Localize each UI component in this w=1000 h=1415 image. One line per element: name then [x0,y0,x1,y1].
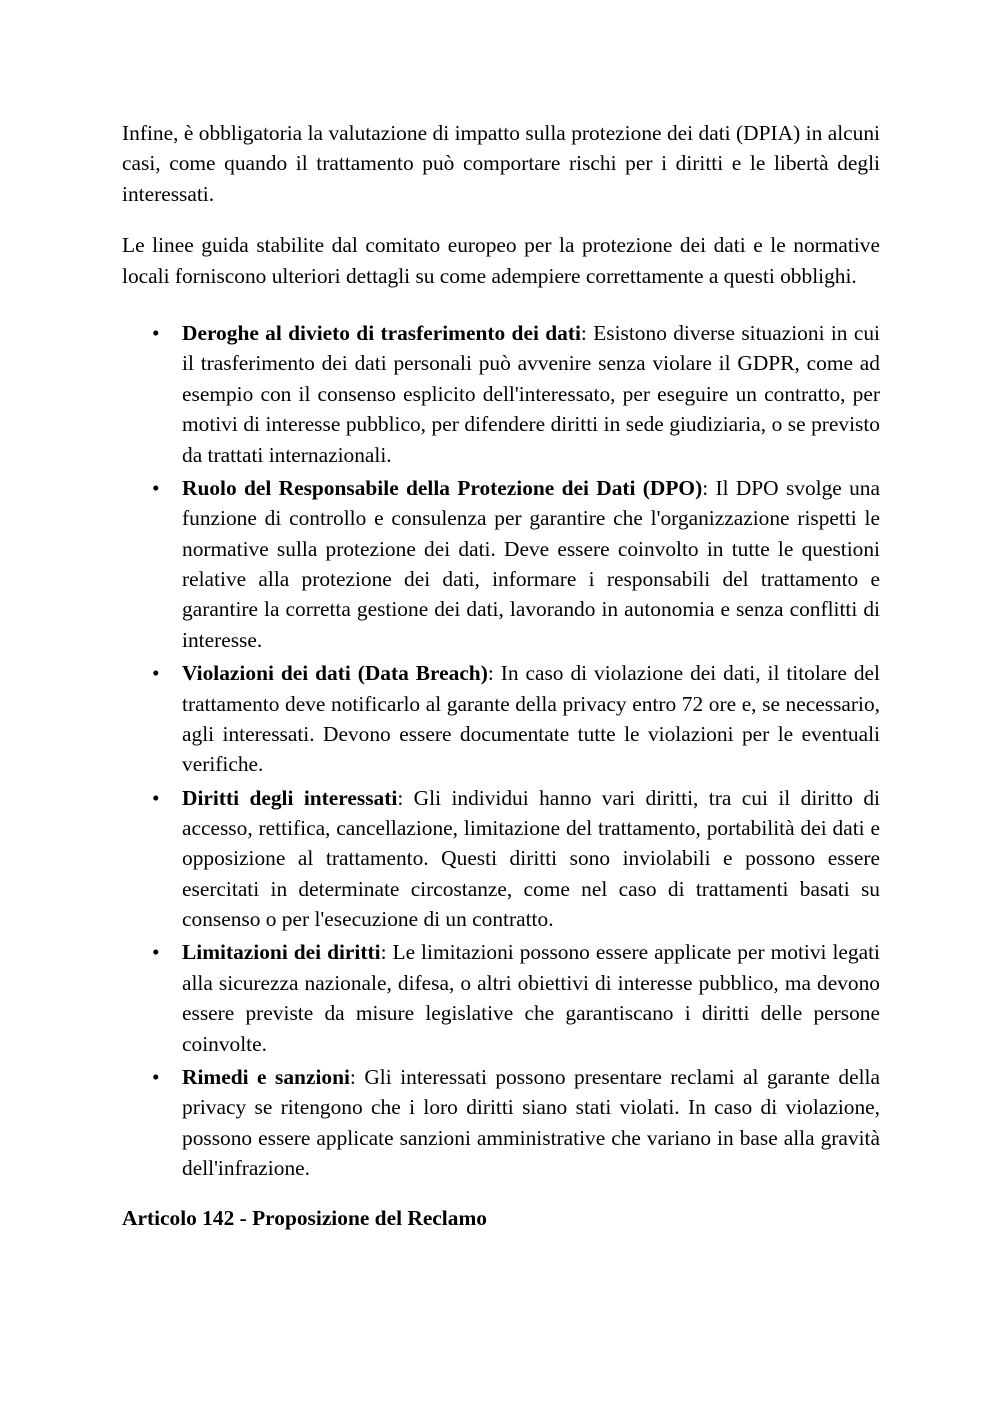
list-item-text: : Gli individui hanno vari diritti, tra cui il diritto di accesso, rettifica, cancellazione, limitazione del trattamento, portabilità dei dati e opposizione al trattamento. Questi diritti sono inviolabili e possono essere esercitati in determinate circostanze, come nel caso di trattamenti basati su consenso o per l'esecuzione di un contratto. [182,785,880,932]
list-item [122,783,880,935]
bullet-icon: • [152,475,160,500]
list-item-title: Rimedi e sanzioni [182,1064,350,1089]
list-item [122,473,880,655]
bullet-icon: • [152,940,160,965]
list-item-text: : Gli interessati possono presentare reclami al garante della privacy se ritengono che i loro diritti siano stati violati. In caso di violazione, possono essere applicate sanzioni amministrative che variano in base alla gravità dell'infrazione. [182,1064,880,1180]
bullet-icon: • [152,785,160,810]
paragraph-dpia: Infine, è obbligatoria la valutazione di impatto sulla protezione dei dati (DPIA) in alcuni casi, come quando il trattamento può comportare rischi per i diritti e le libertà degli interessati. [122,121,880,206]
list-item-text: : Esistono diverse situazioni in cui il trasferimento dei dati personali può avvenire senza violare il GDPR, come ad esempio con il consenso esplicito dell'interessato, per eseguire un contratto, per motivi di interesse pubblico, per difendere diritti in sede giudiziaria, o se previsto da trattati internazionali. [182,321,880,467]
list-item [122,937,880,1059]
list-item-title: Deroghe al divieto di trasferimento dei dati [182,321,581,346]
list-item-title: Diritti degli interessati [182,785,398,810]
list-item [122,1062,880,1184]
bullet-icon: • [152,321,160,346]
bullet-icon: • [152,1064,160,1089]
list-item-text: : In caso di violazione dei dati, il titolare del trattamento deve notificarlo al garante della privacy entro 72 ore e, se necessario, agli interessati. Devono essere documentate tutte le violazioni per le eventuali verifiche. [182,661,880,777]
list-item-title: Ruolo del Responsabile della Protezione dei Dati (DPO) [182,475,703,500]
paragraph-guidelines: Le linee guida stabilite dal comitato europeo per la protezione dei dati e le normative locali forniscono ulteriori dettagli su come adempiere correttamente a questi obblighi. [122,233,880,288]
list-item [122,318,880,470]
section-heading: Articolo 142 - Proposizione del Reclamo [122,1206,487,1231]
document-page [122,118,880,1234]
bullet-list [122,318,880,1183]
list-item-text: : Le limitazioni possono essere applicate per motivi legati alla sicurezza nazionale, difesa, o altri obiettivi di interesse pubblico, ma devono essere previste da misure legislative che garantiscano i diritti delle persone coinvolte. [182,940,880,1056]
list-item-title: Violazioni dei dati (Data Breach) [182,661,488,686]
list-item-text: : Il DPO svolge una funzione di controllo e consulenza per garantire che l'organizzazione rispetti le normative sulla protezione dei dati. Deve essere coinvolto in tutte le questioni relative alla protezione dei dati, informare i responsabili del trattamento e garantire la corretta gestione dei dati, lavorando in autonomia e senza conflitti di interesse. [182,475,880,652]
bullet-icon: • [152,661,160,686]
list-item-title: Limitazioni dei diritti [182,940,381,965]
list-item [122,658,880,780]
